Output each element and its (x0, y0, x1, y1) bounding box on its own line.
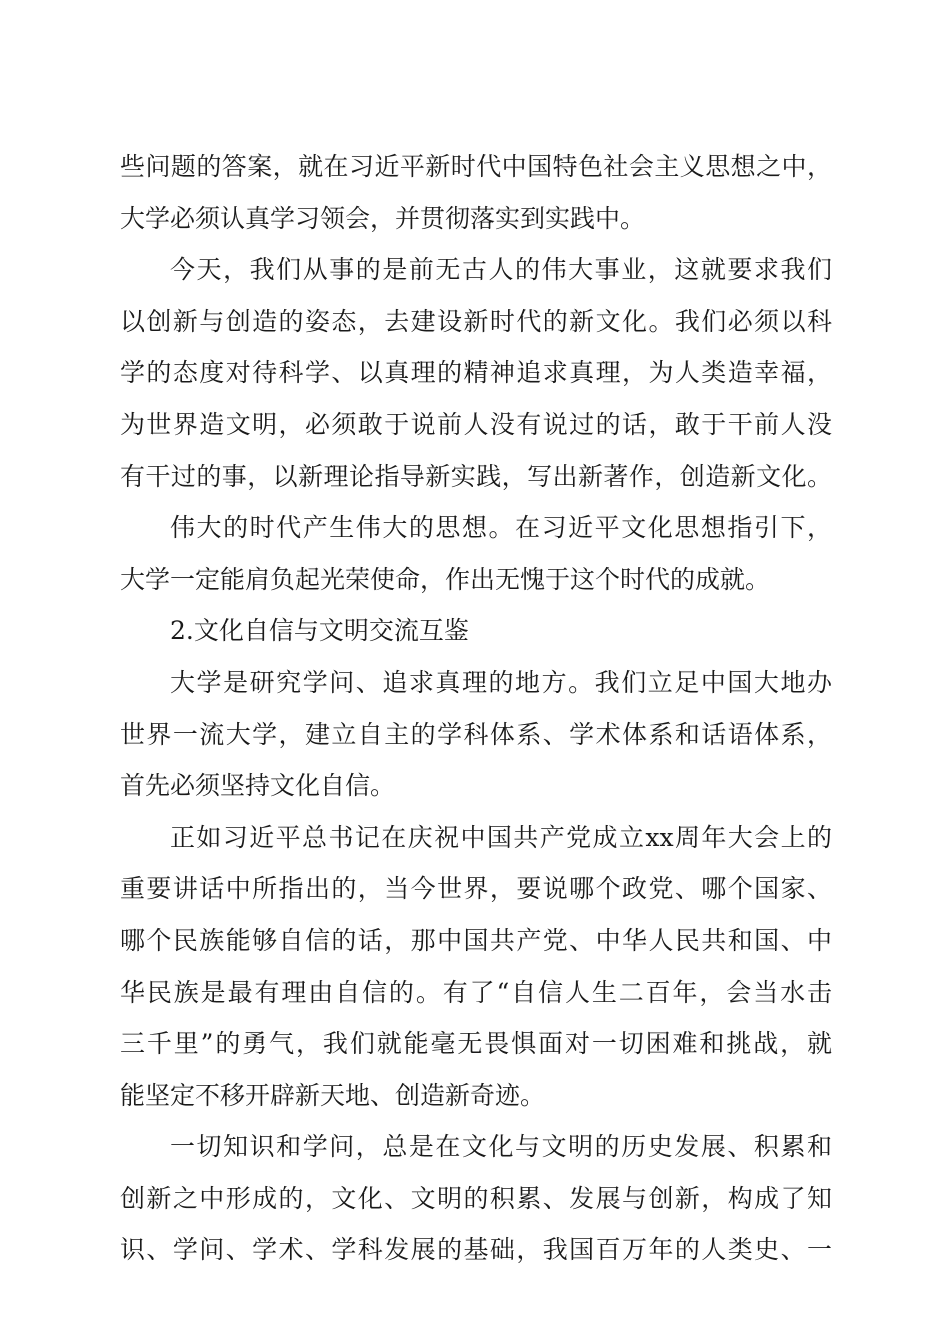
text-line: 伟大的时代产生伟大的思想。在习近平文化思想指引下， (170, 513, 832, 543)
text-line: 些问题的答案，就在习近平新时代中国特色社会主义思想之中， (120, 152, 832, 181)
text-line: 华民族是最有理由自信的。有了“自信人生二百年，会当水击 (120, 977, 832, 1007)
text-line: 为世界造文明，必须敢于说前人没有说过的话，敢于干前人没 (120, 409, 832, 439)
text-line: 有干过的事，以新理论指导新实践，写出新著作，创造新文化。 (120, 461, 832, 491)
text-line: 首先必须坚持文化自信。 (120, 771, 396, 801)
text-line: 三千里”的勇气，我们就能毫无畏惧面对一切困难和挑战，就 (120, 1029, 832, 1059)
text-line: 正如习近平总书记在庆祝中国共产党成立xx周年大会上的 (170, 822, 832, 852)
text-line: 世界一流大学，建立自主的学科体系、学术体系和话语体系， (120, 719, 832, 749)
body-text (120, 141, 832, 1276)
text-line: 重要讲话中所指出的，当今世界，要说哪个政党、哪个国家、 (120, 874, 832, 904)
text-line: 大学是研究学问、追求真理的地方。我们立足中国大地办 (170, 667, 832, 697)
text-line: 大学必须认真学习领会，并贯彻落实到实践中。 (120, 203, 646, 233)
text-line: 哪个民族能够自信的话，那中国共产党、中华人民共和国、中 (120, 925, 832, 955)
text-line: 能坚定不移开辟新天地、创造新奇迹。 (120, 1080, 546, 1110)
text-line: 一切知识和学问，总是在文化与文明的历史发展、积累和 (170, 1132, 832, 1162)
section-heading: 2.文化自信与文明交流互鉴 (170, 616, 469, 646)
text-line: 识、学问、学术、学科发展的基础，我国百万年的人类史、一 (120, 1235, 832, 1265)
text-line: 学的态度对待科学、以真理的精神追求真理，为人类造幸福， (120, 358, 832, 388)
text-line: 创新之中形成的，文化、文明的积累、发展与创新，构成了知 (120, 1183, 832, 1213)
text-line: 以创新与创造的姿态，去建设新时代的新文化。我们必须以科 (120, 306, 832, 336)
text-line: 今天，我们从事的是前无古人的伟大事业，这就要求我们 (170, 255, 832, 285)
text-line: 大学一定能肩负起光荣使命，作出无愧于这个时代的成就。 (120, 564, 771, 594)
